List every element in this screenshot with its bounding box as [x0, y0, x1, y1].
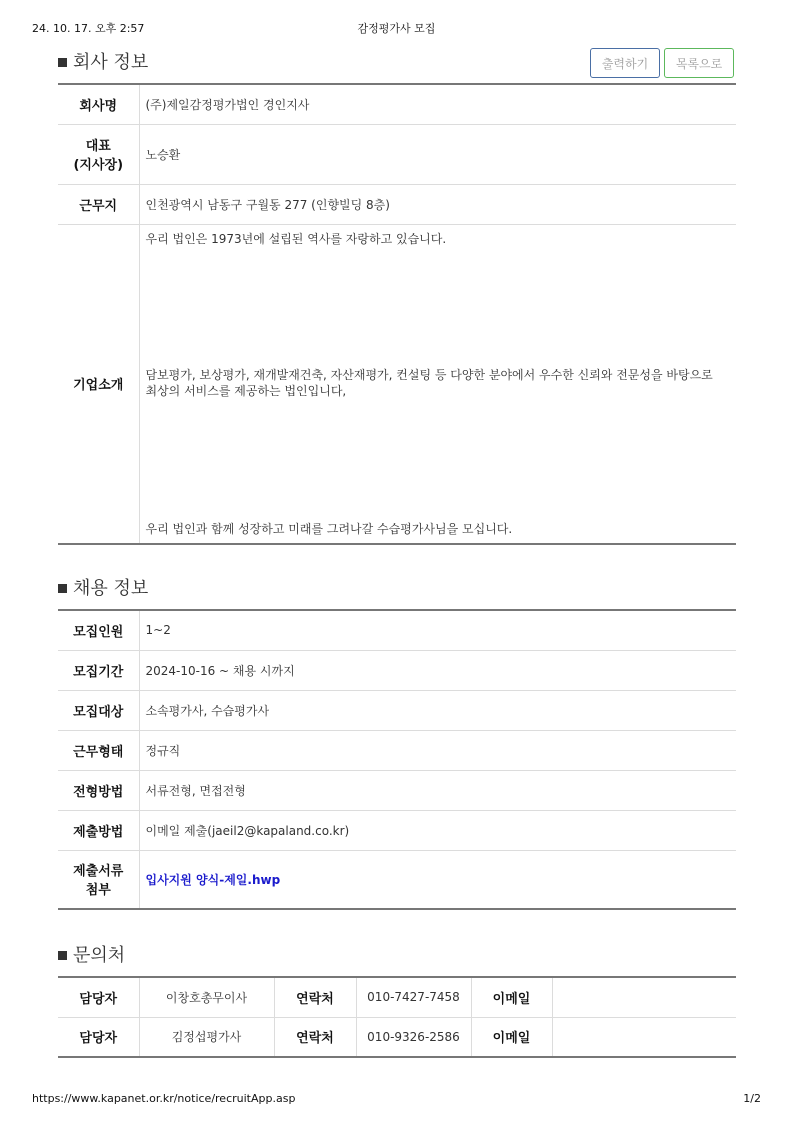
recruit-attach-label	[58, 850, 139, 909]
company-name-row	[58, 84, 736, 124]
recruit-row-value: 서류전형, 면접전형	[139, 770, 736, 810]
square-bullet-icon	[58, 584, 67, 593]
print-page-number: 1/2	[743, 1092, 761, 1105]
contact-phone-label: 연락처	[274, 1017, 356, 1057]
company-intro-value	[139, 224, 736, 544]
recruit-row-value: 소속평가사, 수습평가사	[139, 690, 736, 730]
contact-email-value	[552, 977, 736, 1017]
company-name-label: 회사명	[58, 84, 139, 124]
recruit-row-label: 모집인원	[58, 610, 139, 650]
contact-section-title-text: 문의처	[73, 945, 126, 966]
recruit-row-value: 정규직	[139, 730, 736, 770]
company-rep-label-line2: (지사장)	[73, 158, 124, 173]
print-datetime: 24. 10. 17. 오후 2:57	[32, 22, 145, 35]
recruit-row	[58, 650, 736, 690]
company-intro-paragraph-2: 담보평가, 보상평가, 재개발재건축, 자산재평가, 컨설팅 등 다양한 분야에서 우수한 신뢰와 전문성을 바탕으로 최상의 서비스를 제공하는 법인입니다,	[145, 367, 713, 398]
contact-phone-value: 010-7427-7458	[356, 977, 471, 1017]
company-rep-value: 노승환	[139, 124, 736, 184]
contact-manager-label: 담당자	[58, 977, 139, 1017]
recruit-row-label: 전형방법	[58, 770, 139, 810]
company-location-value: 인천광역시 남동구 구월동 277 (인향빌딩 8층)	[139, 184, 736, 224]
contact-phone-value: 010-9326-2586	[356, 1017, 471, 1057]
company-location-label: 근무지	[58, 184, 139, 224]
action-buttons	[590, 48, 734, 78]
company-intro-paragraph-1: 우리 법인은 1973년에 설립된 역사를 자랑하고 있습니다.	[145, 231, 447, 246]
recruit-row	[58, 770, 736, 810]
recruit-section-title	[58, 574, 148, 600]
company-rep-label	[58, 124, 139, 184]
contact-manager-value: 김정섭평가사	[139, 1017, 274, 1057]
recruit-section-title-text: 채용 정보	[73, 578, 149, 599]
print-header	[0, 20, 793, 36]
company-intro-paragraph-3: 우리 법인과 함께 성장하고 미래를 그려나갈 수습평가사님을 모십니다.	[145, 521, 513, 536]
recruit-attach-label-line2: 첨부	[85, 883, 111, 899]
recruit-attach-value	[139, 850, 736, 909]
list-button[interactable]: 목록으로	[664, 48, 734, 78]
recruit-info-table	[58, 609, 736, 910]
recruit-row-value: 이메일 제출(jaeil2@kapaland.co.kr)	[139, 810, 736, 850]
recruit-row	[58, 610, 736, 650]
recruit-row-label: 근무형태	[58, 730, 139, 770]
contact-email-label: 이메일	[471, 1017, 552, 1057]
recruit-row	[58, 730, 736, 770]
contact-section-title	[58, 941, 125, 967]
recruit-row	[58, 690, 736, 730]
company-section-title-text: 회사 정보	[73, 52, 149, 73]
print-url: https://www.kapanet.or.kr/notice/recruitApp.asp	[32, 1092, 296, 1105]
company-name-value: (주)제일감정평가법인 경인지사	[145, 97, 310, 112]
recruit-attach-row	[58, 850, 736, 909]
contact-row	[58, 1017, 736, 1057]
recruit-row-label: 모집대상	[58, 690, 139, 730]
contact-phone-label: 연락처	[274, 977, 356, 1017]
recruit-attach-label-line1: 제출서류	[73, 864, 124, 880]
square-bullet-icon	[58, 58, 67, 67]
contact-table	[58, 976, 736, 1058]
attachment-file-link[interactable]: 입사지원 양식-제일.hwp	[145, 872, 281, 887]
contact-row	[58, 977, 736, 1017]
company-section-title	[58, 48, 148, 74]
contact-email-value	[552, 1017, 736, 1057]
contact-email-label: 이메일	[471, 977, 552, 1017]
print-button[interactable]: 출력하기	[590, 48, 660, 78]
company-info-table	[58, 83, 736, 545]
contact-manager-value: 이창호총무이사	[139, 977, 274, 1017]
recruit-row-label: 모집기간	[58, 650, 139, 690]
contact-manager-label: 담당자	[58, 1017, 139, 1057]
square-bullet-icon	[58, 951, 67, 960]
company-intro-label: 기업소개	[58, 224, 139, 544]
print-page-title: 감정평가사 모집	[357, 22, 436, 35]
company-rep-label-line1: 대표	[85, 139, 111, 154]
company-rep-row	[58, 124, 736, 184]
recruit-row-value: 2024-10-16 ~ 채용 시까지	[139, 650, 736, 690]
recruit-row	[58, 810, 736, 850]
company-intro-row	[58, 224, 736, 544]
recruit-row-value: 1~2	[145, 623, 171, 638]
recruit-row-label: 제출방법	[58, 810, 139, 850]
company-location-row	[58, 184, 736, 224]
